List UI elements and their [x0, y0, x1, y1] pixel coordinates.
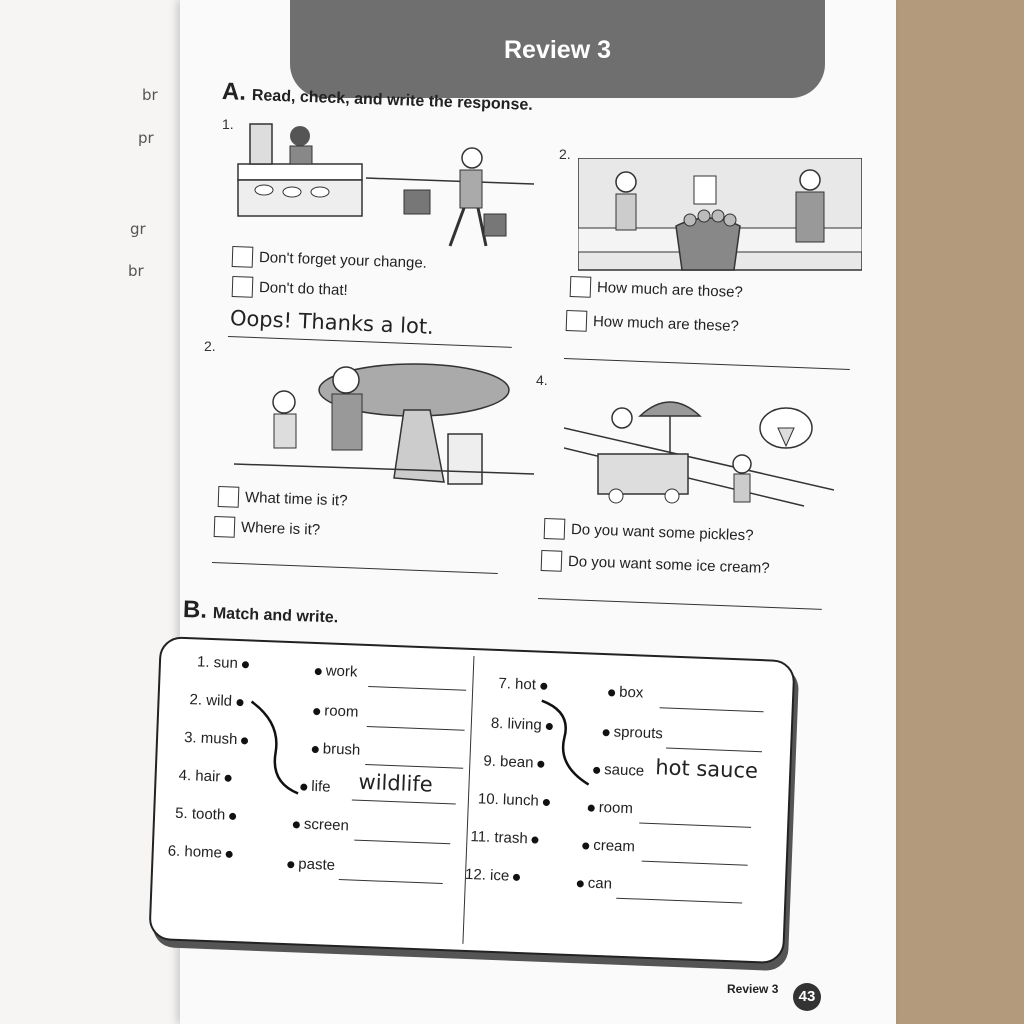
- option-checkbox[interactable]: [218, 486, 348, 512]
- section-b-title: Match and write.: [212, 605, 339, 627]
- match-dot[interactable]: [537, 760, 544, 767]
- option-label: Don't do that!: [258, 278, 348, 300]
- checkbox[interactable]: [218, 486, 240, 508]
- match-box: [148, 636, 795, 964]
- item-number: 1.: [222, 116, 234, 132]
- left-page-fragment: pr: [138, 129, 154, 147]
- illustration-ice-cream-cart: [564, 388, 834, 528]
- checkbox[interactable]: [566, 310, 588, 332]
- connector-wild-life: [248, 702, 301, 794]
- match-dot[interactable]: [543, 798, 550, 805]
- section-b-heading: [183, 596, 339, 629]
- option-checkbox[interactable]: [214, 516, 321, 541]
- section-a-letter: A.: [221, 78, 247, 106]
- option-label: How much are those?: [596, 278, 744, 302]
- page-number: 43: [793, 983, 821, 1011]
- match-dot[interactable]: [582, 842, 589, 849]
- section-a-title: Read, check, and write the response.: [251, 87, 534, 114]
- match-option: box: [604, 683, 644, 701]
- match-dot[interactable]: [608, 689, 615, 696]
- match-word: 6. home: [167, 842, 237, 862]
- illustration-fruit-stand: [578, 158, 862, 288]
- left-page-fragment: br: [128, 262, 144, 280]
- connector-lines: [150, 638, 793, 962]
- match-dot[interactable]: [224, 774, 231, 781]
- option-label: Where is it?: [240, 518, 321, 539]
- match-dot[interactable]: [293, 821, 300, 828]
- option-label: What time is it?: [244, 488, 348, 510]
- match-option: screen: [289, 815, 350, 834]
- checkbox[interactable]: [232, 246, 254, 268]
- match-option: brush: [307, 740, 360, 759]
- match-dot[interactable]: [546, 722, 553, 729]
- match-option: life: [296, 777, 331, 795]
- section-b-letter: B.: [182, 596, 208, 624]
- match-word: 11. trash: [470, 828, 543, 848]
- match-dot[interactable]: [603, 729, 610, 736]
- match-word: 2. wild: [189, 691, 247, 710]
- match-dot[interactable]: [532, 836, 539, 843]
- match-dot[interactable]: [229, 812, 236, 819]
- match-dot[interactable]: [312, 745, 319, 752]
- match-option: sauce: [589, 761, 645, 780]
- match-word: 10. lunch: [478, 790, 554, 810]
- checkbox[interactable]: [214, 516, 236, 538]
- option-label: Don't forget your change.: [258, 248, 428, 272]
- left-page-fragment: gr: [130, 220, 146, 238]
- option-label: Do you want some ice cream?: [567, 552, 770, 577]
- match-word: 1. sun: [197, 653, 253, 672]
- match-word: 4. hair: [178, 767, 235, 786]
- match-option: room: [309, 702, 359, 721]
- match-dot[interactable]: [241, 737, 248, 744]
- banner-title: Review 3: [503, 36, 611, 64]
- match-option: room: [583, 798, 633, 817]
- item-number: 2.: [559, 146, 571, 162]
- match-dot[interactable]: [540, 682, 547, 689]
- footer-label: Review 3: [727, 982, 779, 996]
- match-dot[interactable]: [300, 783, 307, 790]
- match-option: cream: [578, 836, 635, 855]
- match-answer: wildlife: [358, 769, 434, 797]
- option-label: Do you want some pickles?: [570, 520, 754, 545]
- match-word: 8. living: [491, 715, 557, 735]
- match-dot[interactable]: [593, 766, 600, 773]
- checkbox[interactable]: [232, 276, 254, 298]
- option-label: How much are these?: [592, 312, 740, 336]
- option-checkbox[interactable]: [232, 276, 348, 301]
- checkbox[interactable]: [544, 518, 566, 540]
- item-number: 4.: [536, 372, 548, 388]
- match-dot[interactable]: [513, 873, 520, 880]
- match-option: paste: [283, 855, 335, 874]
- answer-text: Oops! Thanks a lot.: [229, 306, 435, 339]
- illustration-store-counter: [236, 118, 536, 253]
- match-dot[interactable]: [315, 668, 322, 675]
- match-option: can: [573, 874, 613, 892]
- left-page-fragment: br: [142, 86, 158, 104]
- checkbox[interactable]: [541, 550, 563, 572]
- match-word: 9. bean: [483, 753, 549, 772]
- item-number: 2.: [204, 338, 216, 354]
- match-dot[interactable]: [313, 707, 320, 714]
- match-answer: hot sauce: [654, 755, 759, 784]
- match-word: 5. tooth: [175, 805, 241, 824]
- match-word: 3. mush: [184, 729, 253, 749]
- match-word: 12. ice: [465, 866, 525, 885]
- match-dot[interactable]: [226, 850, 233, 857]
- match-dot[interactable]: [287, 861, 294, 868]
- match-option: work: [310, 662, 357, 681]
- illustration-tree-park: [234, 360, 534, 488]
- match-option: sprouts: [598, 723, 663, 742]
- match-dot[interactable]: [236, 699, 243, 706]
- match-word: 7. hot: [498, 675, 551, 694]
- match-dot[interactable]: [588, 804, 595, 811]
- checkbox[interactable]: [570, 276, 592, 298]
- match-dot[interactable]: [242, 661, 249, 668]
- match-dot[interactable]: [577, 880, 584, 887]
